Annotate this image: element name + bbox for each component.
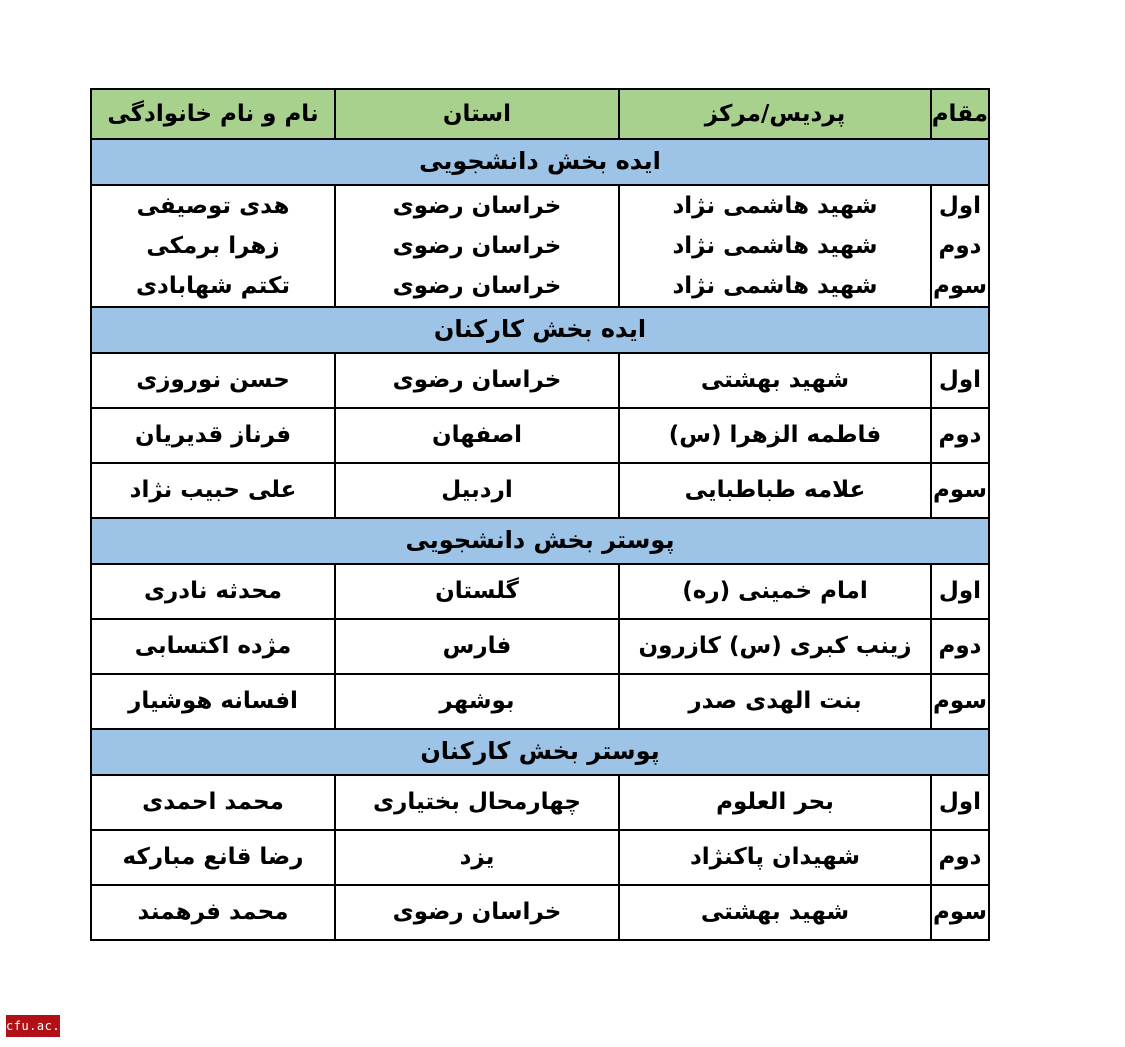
results-table-container [92,88,990,941]
cell-name: افسانه هوشیار [91,674,335,729]
cell-province: اردبیل [335,463,619,518]
cell-rank: سوم [931,674,989,729]
section-header-row [91,518,989,564]
table-row [91,775,989,830]
cell-center: شهید هاشمی نژاد [619,266,931,307]
table-row [91,619,989,674]
cell-rank: دوم [931,408,989,463]
cell-name: رضا قانع مبارکه [91,830,335,885]
table-row [91,885,989,940]
cell-rank: سوم [931,266,989,307]
cell-province: فارس [335,619,619,674]
table-body [91,139,989,940]
cell-rank: اول [931,353,989,408]
column-header-name: نام و نام خانوادگی [91,89,335,139]
table-row [91,353,989,408]
cell-province: خراسان رضوی [335,353,619,408]
cell-name: هدی توصیفی [91,185,335,226]
cell-province: خراسان رضوی [335,226,619,266]
cell-center: شهید هاشمی نژاد [619,185,931,226]
section-title: ایده بخش کارکنان [91,307,989,353]
cell-rank: سوم [931,885,989,940]
cell-center: شهید هاشمی نژاد [619,226,931,266]
cell-rank: سوم [931,463,989,518]
column-header-rank: مقام [931,89,989,139]
cell-center: زینب کبری (س) کازرون [619,619,931,674]
cell-rank: دوم [931,226,989,266]
cell-center: شهید بهشتی [619,353,931,408]
table-row [91,226,989,266]
table-row [91,463,989,518]
table-header [91,89,989,139]
cell-center: بنت الهدی صدر [619,674,931,729]
cell-rank: اول [931,775,989,830]
cell-name: محمد فرهمند [91,885,335,940]
cell-name: تکتم شهابادی [91,266,335,307]
cell-province: خراسان رضوی [335,185,619,226]
table-row [91,830,989,885]
cell-name: زهرا برمکی [91,226,335,266]
cell-center: شهیدان پاکنژاد [619,830,931,885]
cell-name: علی حبیب نژاد [91,463,335,518]
table-row [91,185,989,226]
cell-province: چهارمحال بختیاری [335,775,619,830]
column-header-province: استان [335,89,619,139]
cell-province: یزد [335,830,619,885]
section-header-row [91,139,989,185]
cell-rank: اول [931,564,989,619]
column-header-center: پردیس/مرکز [619,89,931,139]
cell-name: مژده اکتسابی [91,619,335,674]
cell-center: بحر العلوم [619,775,931,830]
cell-province: اصفهان [335,408,619,463]
cell-province: خراسان رضوی [335,266,619,307]
section-header-row [91,729,989,775]
cell-name: محدثه نادری [91,564,335,619]
section-header-row [91,307,989,353]
cell-name: محمد احمدی [91,775,335,830]
cell-center: فاطمه الزهرا (س) [619,408,931,463]
table-row [91,266,989,307]
cell-province: گلستان [335,564,619,619]
site-watermark: cfu.ac.ir [6,1015,60,1037]
section-title: پوستر بخش دانشجویی [91,518,989,564]
cell-rank: دوم [931,830,989,885]
cell-center: علامه طباطبایی [619,463,931,518]
section-title: ایده بخش دانشجویی [91,139,989,185]
cell-province: خراسان رضوی [335,885,619,940]
cell-name: فرناز قدیریان [91,408,335,463]
cell-center: شهید بهشتی [619,885,931,940]
table-header-row [91,89,989,139]
table-row [91,408,989,463]
cell-rank: دوم [931,619,989,674]
table-row [91,674,989,729]
results-table [90,88,990,941]
cell-province: بوشهر [335,674,619,729]
cell-center: امام خمینی (ره) [619,564,931,619]
table-row [91,564,989,619]
section-title: پوستر بخش کارکنان [91,729,989,775]
cell-name: حسن نوروزی [91,353,335,408]
cell-rank: اول [931,185,989,226]
